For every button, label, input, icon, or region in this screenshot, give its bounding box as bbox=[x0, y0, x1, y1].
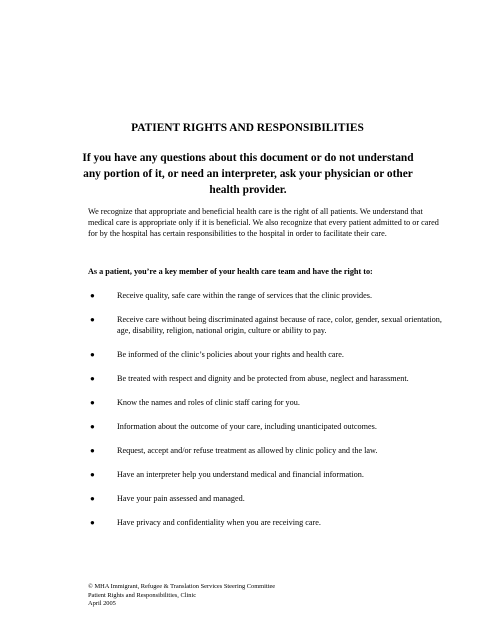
list-item bbox=[88, 290, 447, 301]
page-title: PATIENT RIGHTS AND RESPONSIBILITIES bbox=[131, 122, 364, 134]
bullet-icon: ● bbox=[90, 470, 95, 479]
bullet-icon: ● bbox=[90, 374, 95, 383]
rights-heading: As a patient, you’re a key member of your health care team and have the right to: bbox=[88, 267, 373, 276]
bullet-icon: ● bbox=[90, 350, 95, 359]
list-item bbox=[88, 373, 447, 384]
bullet-icon: ● bbox=[90, 398, 95, 407]
bullet-icon: ● bbox=[90, 315, 95, 324]
bullet-icon: ● bbox=[90, 446, 95, 455]
list-item-text: Have privacy and confidentiality when you are receiving care. bbox=[117, 518, 321, 527]
list-item bbox=[88, 314, 447, 336]
list-item bbox=[88, 349, 447, 360]
bullet-icon: ● bbox=[90, 422, 95, 431]
page-footer bbox=[88, 583, 275, 609]
bullet-icon: ● bbox=[90, 494, 95, 503]
document-name-line: Patient Rights and Responsibilities, Clinic bbox=[88, 591, 197, 599]
list-item-text: Have your pain assessed and managed. bbox=[117, 494, 245, 503]
bullet-icon: ● bbox=[90, 291, 95, 300]
list-item bbox=[88, 517, 447, 528]
document-date: April 2005 bbox=[88, 600, 116, 607]
rights-list bbox=[88, 290, 468, 541]
intro-paragraph: We recognize that appropriate and beneficial health care is the right of all patients. We understand that medical care is appropriate only if it is beneficial. We also recognize that every patient admitted to or cared for by the hospital has certain responsibilities to the hospital in order to facilitate their care. bbox=[88, 207, 439, 238]
list-item bbox=[88, 421, 447, 432]
copyright-line: © MHA Immigrant, Refugee & Translation Services Steering Committee bbox=[88, 583, 276, 590]
interpreter-notice: If you have any questions about this document or do not understand any portion of it, or need an interpreter, ask your physician or other health provider. bbox=[82, 152, 414, 196]
list-item-text: Have an interpreter help you understand medical and financial information. bbox=[117, 470, 364, 479]
list-item-text: Know the names and roles of clinic staff caring for you. bbox=[117, 398, 300, 407]
list-item-text: Be informed of the clinic’s policies about your rights and health care. bbox=[117, 350, 344, 359]
list-item-text: Receive care without being discriminated against because of race, color, gender, sexual orientation, age, disability, religion, national origin, culture or ability to pay. bbox=[117, 315, 442, 335]
list-item-text: Be treated with respect and dignity and be protected from abuse, neglect and harassment. bbox=[117, 374, 409, 383]
list-item bbox=[88, 469, 447, 480]
list-item bbox=[88, 445, 447, 456]
list-item bbox=[88, 397, 447, 408]
bullet-icon: ● bbox=[90, 518, 95, 527]
list-item bbox=[88, 493, 447, 504]
list-item-text: Request, accept and/or refuse treatment as allowed by clinic policy and the law. bbox=[117, 446, 378, 455]
list-item-text: Information about the outcome of your care, including unanticipated outcomes. bbox=[117, 422, 377, 431]
list-item-text: Receive quality, safe care within the range of services that the clinic provides. bbox=[117, 291, 372, 300]
